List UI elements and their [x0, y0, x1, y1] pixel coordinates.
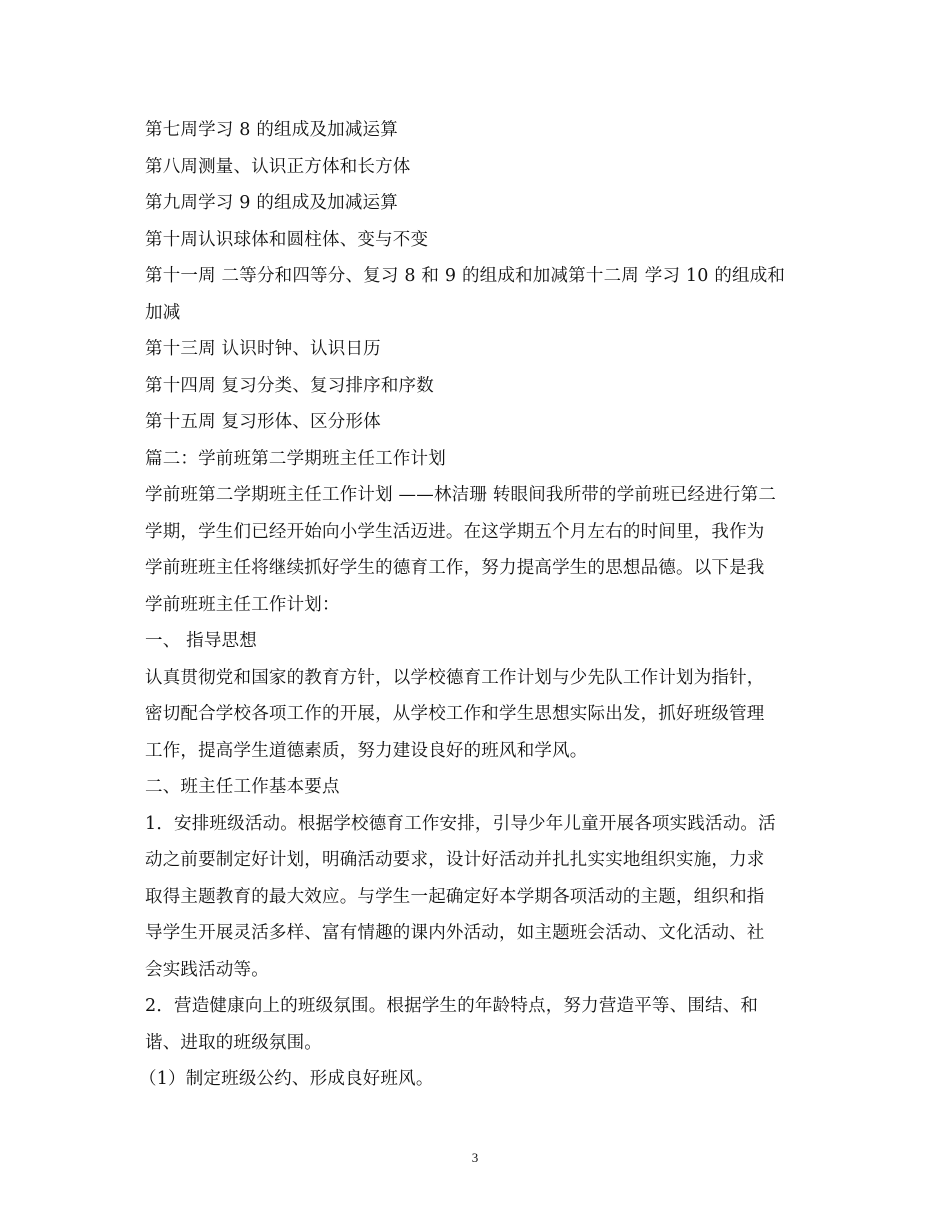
text-line: 学前班班主任工作计划： — [145, 594, 340, 615]
text-line: 学前班第二学期班主任工作计划 ——林洁珊 转眼间我所带的学前班已经进行第二 — [145, 485, 777, 505]
section-heading: 一、 指导思想 — [145, 631, 257, 651]
text-line: 第八周测量、认识正方体和长方体 — [145, 156, 411, 177]
document-body — [139, 112, 810, 1098]
text-line: 会实践活动等。 — [145, 959, 269, 980]
text-line: （1）制定班级公约、形成良好班风。 — [139, 1069, 434, 1089]
section-heading: 篇二：学前班第二学期班主任工作计划 — [145, 448, 446, 469]
text-line: 工作，提高学生道德素质，努力建设良好的班风和学风。 — [145, 740, 588, 761]
text-line: 密切配合学校各项工作的开展，从学校工作和学生思想实际出发，抓好班级管理 — [145, 704, 765, 724]
text-line: 取得主题教育的最大效应。与学生一起确定好本学期各项活动的主题，组织和指 — [145, 886, 765, 907]
text-line: 学前班班主任将继续抓好学生的德育工作，努力提高学生的思想品德。以下是我 — [145, 558, 765, 578]
text-line: 第十三周 认识时钟、认识日历 — [145, 339, 381, 359]
text-line: 2．营造健康向上的班级氛围。根据学生的年龄特点，努力营造平等、围结、和 — [145, 996, 759, 1016]
text-line: 第七周学习 8 的组成及加减运算 — [145, 120, 398, 140]
text-line: 第十一周 二等分和四等分、复习 8 和 9 的组成和加减第十二周 学习 10 的组成和 — [145, 266, 786, 286]
text-line: 第十五周 复习形体、区分形体 — [145, 412, 381, 432]
text-line: 动之前要制定好计划，明确活动要求，设计好活动并扎扎实实地组织实施，力求 — [145, 850, 765, 870]
text-line: 谐、进取的班级氛围。 — [145, 1032, 322, 1053]
text-line: 学期，学生们已经开始向小学生活迈进。在这学期五个月左右的时间里，我作为 — [145, 521, 765, 542]
text-line: 认真贯彻党和国家的教育方针，以学校德育工作计划与少先队工作计划为指针， — [145, 667, 765, 688]
text-line: 第十四周 复习分类、复习排序和序数 — [145, 375, 434, 396]
section-heading: 二、班主任工作基本要点 — [145, 777, 340, 797]
text-line: 第十周认识球体和圆柱体、变与不变 — [145, 229, 429, 250]
text-line: 第九周学习 9 的组成及加减运算 — [145, 193, 398, 213]
page-number: 3 — [471, 1150, 479, 1165]
text-line: 导学生开展灵活多样、富有情趣的课内外活动，如主题班会活动、文化活动、社 — [145, 923, 765, 943]
text-line: 加减 — [145, 302, 181, 323]
text-line: 1．安排班级活动。根据学校德育工作安排，引导少年儿童开展各项实践活动。活 — [145, 813, 776, 834]
